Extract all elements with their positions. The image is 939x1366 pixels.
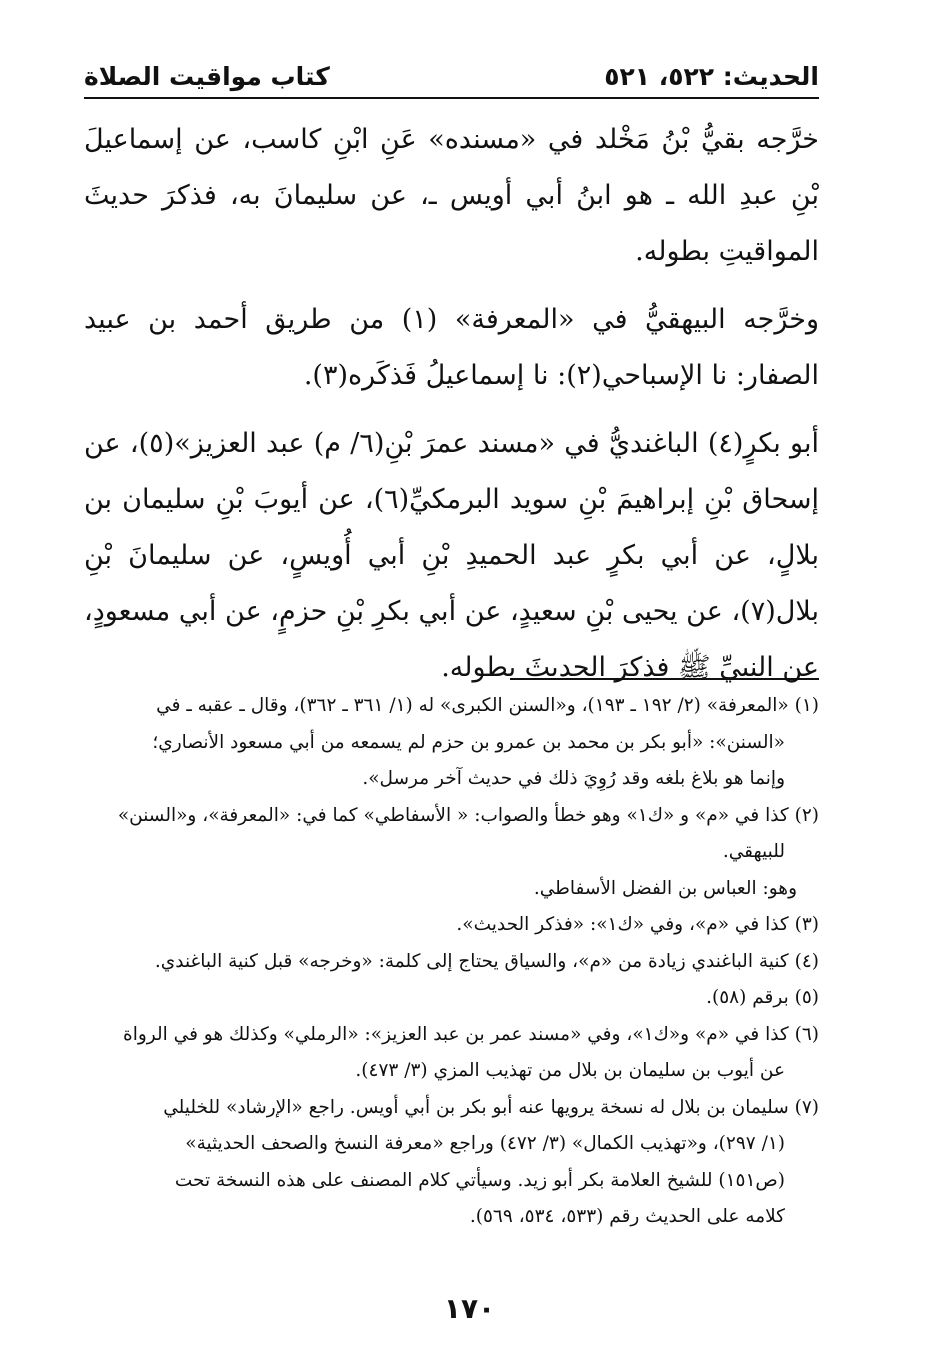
- footnote-2-cont: للبيهقي.: [722, 841, 785, 862]
- footnote-6: (٦) كذا في «م» و«ك١»، وفي «مسند عمر بن عبد العزيز»: «الرملي» وكذلك هو في الرواة: [123, 1023, 819, 1045]
- footnote-2: (٢) كذا في «م» و «ك١» وهو خطأ والصواب: « الأسفاطي» كما في: «المعرفة»، و«السنن»: [117, 804, 819, 826]
- paragraph-1: خرَّجه بقيُّ بْنُ مَخْلد في «مسنده» عَنِ ابْنِ كاسب، عن إسماعيلَ بْنِ عبدِ الله ـ هو ابنُ أبي أويس ـ، عن سليمانَ به، فذكرَ حديثَ المواقيتِ بطوله.: [84, 124, 819, 267]
- footnote-5: (٥) برقم (٥٨).: [706, 987, 819, 1008]
- footnote-4: (٤) كنية الباغندي زيادة من «م»، والسياق يحتاج إلى كلمة: «وخرجه» قبل كنية الباغندي.: [154, 950, 819, 972]
- paragraph-3: أبو بكرٍ(٤) الباغنديُّ في «مسند عمرَ بْنِ(٦/ م) عبد العزيز»(٥)، عن إسحاق بْنِ إبراهيمَ بْنِ سويد البرمكيِّ(٦)، عن أيوبَ بْنِ سليمان بن بلالٍ، عن أبي بكرٍ عبد الحميدِ بْنِ أبي أُويسٍ، عن سليمانَ بْنِ بلال(٧)، عن يحيى بْنِ سعيدٍ، عن أبي بكرِ بْنِ حزمٍ، عن أبي مسعودٍ، عن النبيِّ ﷺ فذكرَ الحديثَ بطوله.: [84, 428, 820, 683]
- running-header: [84, 58, 819, 94]
- footnote-2-cont: وهو: العباس بن الفضل الأسفاطي.: [533, 877, 797, 899]
- footnote-1-cont: «السنن»: «أبو بكر بن محمد بن عمرو بن حزم لم يسمعه من أبي مسعود الأنصاري؛: [152, 731, 785, 753]
- hadith-numbers: الحديث: ٥٢٢، ٥٢١: [604, 61, 819, 91]
- footnote-1-cont: وإنما هو بلاغ بلغه وقد رُوِيَ ذلك في حديث آخر مرسل».: [362, 768, 785, 789]
- footnote-6-cont: عن أيوب بن سليمان بن بلال من تهذيب المزي (٣/ ٤٧٣).: [355, 1060, 785, 1081]
- book-title: كتاب مواقيت الصلاة: [84, 61, 330, 91]
- page-number: ١٧٠: [443, 1292, 496, 1325]
- footnote-1: (١) «المعرفة» (٢/ ١٩٢ ـ ١٩٣)، و«السنن الكبرى» له (١/ ٣٦١ ـ ٣٦٢)، وقال ـ عقبه ـ في: [156, 695, 819, 716]
- main-text: [84, 112, 819, 708]
- paragraph-2: وخرَّجه البيهقيُّ في «المعرفة» (١) من طريق أحمد بن عبيد الصفار: نا الإسباحي(٢): نا إسماعيلُ فَذكَره(٣).: [84, 304, 819, 391]
- footnote-7-cont: كلامه على الحديث رقم (٥٣٣، ٥٣٤، ٥٦٩).: [469, 1206, 785, 1227]
- footnote-3: (٣) كذا في «م»، وفي «ك١»: «فذكر الحديث».: [456, 914, 819, 935]
- footnote-7-cont: (١/ ٢٩٧)، و«تهذيب الكمال» (٣/ ٤٧٢) وراجع «معرفة النسخ والصحف الحديثية»: [185, 1133, 785, 1154]
- footnote-7: (٧) سليمان بن بلال له نسخة يرويها عنه أبو بكر بن أبي أويس. راجع «الإرشاد» للخليلي: [163, 1096, 819, 1118]
- footnote-7-cont: (ص١٥١) للشيخ العلامة بكر أبو زيد. وسيأتي كلام المصنف على هذه النسخة تحت: [174, 1169, 785, 1191]
- footnotes: [84, 688, 819, 1236]
- footnote-divider: [510, 678, 819, 680]
- header-divider: [84, 97, 819, 99]
